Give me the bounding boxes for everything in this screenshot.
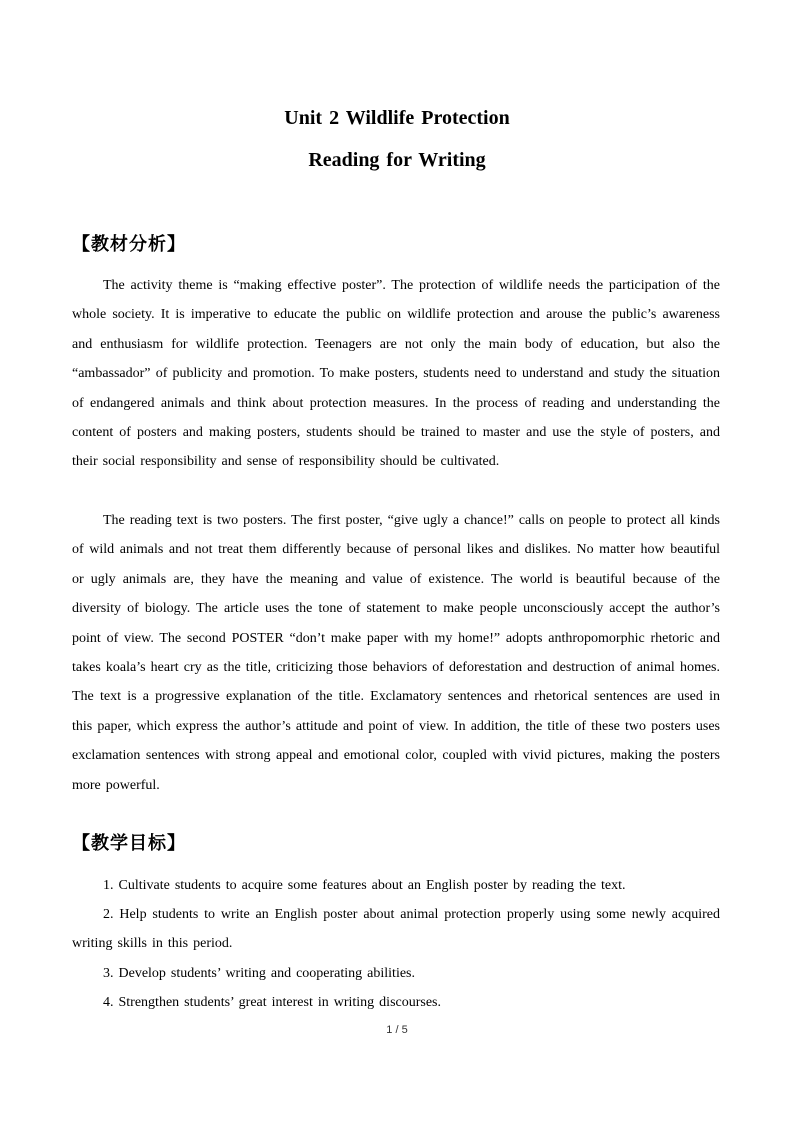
objective-item: 3. Develop students’ writing and cooperating abilities. — [103, 966, 416, 981]
objective-item: 1. Cultivate students to acquire some features about an English poster by reading the text. — [103, 878, 626, 893]
objective-item: 2. Help students to write an English poster about animal protection properly using some newly acquired writing skills in this period. — [72, 907, 720, 952]
document-subtitle: Reading for Writing — [308, 149, 486, 171]
analysis-paragraph: The activity theme is “making effective poster”. The protection of wildlife needs the participation of the whole society. It is imperative to educate the public on wildlife protection and arouse the public’s awareness and enthusiasm for wildlife protection. Teenagers are not only the main body of education, but also the “ambassador” of publicity and promotion. To make posters, students need to understand and study the situation of endangered animals and think about protection measures. In the process of reading and understanding the content of posters and making posters, students should be trained to master and use the style of posters, and their social responsibility and sense of responsibility should be cultivated. — [72, 278, 720, 470]
objective-item: 4. Strengthen students’ great interest in writing discourses. — [103, 995, 442, 1010]
analysis-paragraph: The reading text is two posters. The first poster, “give ugly a chance!” calls on people to protect all kinds of wild animals and not treat them differently because of personal likes and dislikes. No matter how beautiful or ugly animals are, they have the meaning and value of existence. The world is beautiful because of the diversity of biology. The article uses the tone of statement to make people unconsciously accept the author’s point of view. The second POSTER “don’t make paper with my home!” adopts anthropomorphic rhetoric and takes koala’s heart cry as the title, criticizing those behaviors of deforestation and destruction of animal homes. The text is a progressive explanation of the title. Exclamatory sentences and rhetorical sentences are used in this paper, which express the author’s attitude and point of view. In addition, the title of these two posters uses exclamation sentences with strong appeal and emotional color, coupled with vivid pictures, making the posters more powerful. — [72, 513, 720, 793]
section-heading-analysis: 【教材分析】 — [72, 234, 186, 255]
page-number: 1 / 5 — [386, 1024, 408, 1036]
document-title: Unit 2 Wildlife Protection — [284, 107, 510, 129]
section-heading-objectives: 【教学目标】 — [72, 833, 186, 854]
